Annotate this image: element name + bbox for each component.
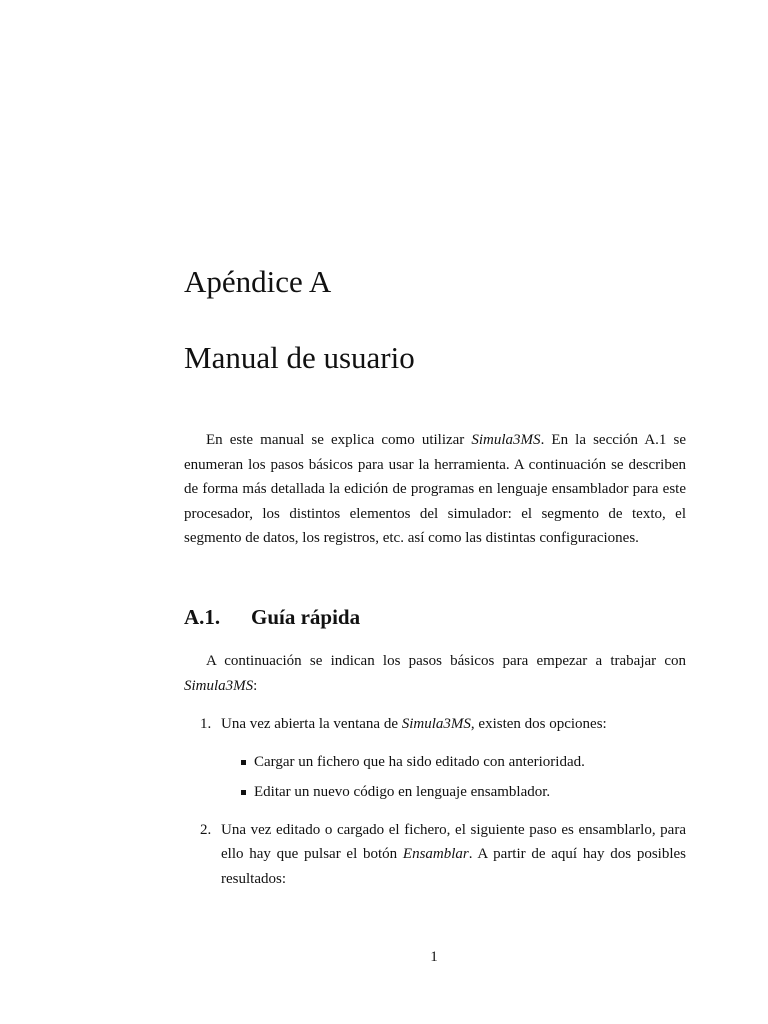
list-item	[184, 818, 686, 892]
list-item	[221, 750, 686, 775]
intro-paragraph	[184, 428, 686, 551]
bullet-icon	[241, 790, 246, 795]
step-text-end: , existen dos opciones:	[470, 716, 607, 732]
section-intro-text-start: A continuación se indican los pasos básicos para empezar a trabajar con	[206, 653, 686, 669]
list-marker: 2.	[200, 821, 212, 838]
section-title: Guía rápida	[251, 605, 361, 629]
bullet-text: Editar un nuevo código en lenguaje ensamblador.	[254, 784, 551, 800]
chapter-label: Apéndice A	[184, 264, 332, 299]
page-number: 1	[430, 949, 438, 965]
options-list	[221, 750, 686, 805]
section-number: A.1.	[184, 605, 221, 629]
button-name: Ensamblar	[402, 846, 469, 862]
intro-text-start: En este manual se explica como utilizar	[206, 432, 472, 448]
section-heading	[184, 603, 360, 631]
list-item	[221, 780, 686, 805]
list-item	[184, 712, 686, 805]
bullet-icon	[241, 760, 246, 765]
app-name: Simula3MS	[401, 716, 471, 732]
list-marker: 1.	[200, 716, 212, 732]
chapter-title: Manual de usuario	[184, 340, 415, 375]
step-text-start: Una vez abierta la ventana de	[221, 716, 402, 732]
steps-list	[184, 712, 686, 891]
app-name: Simula3MS	[471, 432, 541, 448]
section-intro-text-end: :	[253, 677, 258, 694]
bullet-text: Cargar un fichero que ha sido editado con anterioridad.	[254, 753, 585, 770]
step-text-start: Una vez editado o cargado el fichero, el siguiente paso es ensamblarlo, para ello hay que pulsar el botón	[221, 821, 686, 862]
app-name: Simula3MS	[184, 677, 254, 694]
intro-text-end: . En la sección A.1 se enumeran los pasos básicos para usar la herramienta. A continuación se describen de forma más detallada la edición de programas en lenguaje ensamblador para este procesador, los distintos elementos del simulador: el segmento de texto, el segmento de datos, los registros, etc. así como las distintas configuraciones.	[184, 432, 686, 546]
step-text-end: . A partir de aquí hay dos posibles resultados:	[221, 846, 686, 887]
section-intro-paragraph	[184, 649, 686, 698]
